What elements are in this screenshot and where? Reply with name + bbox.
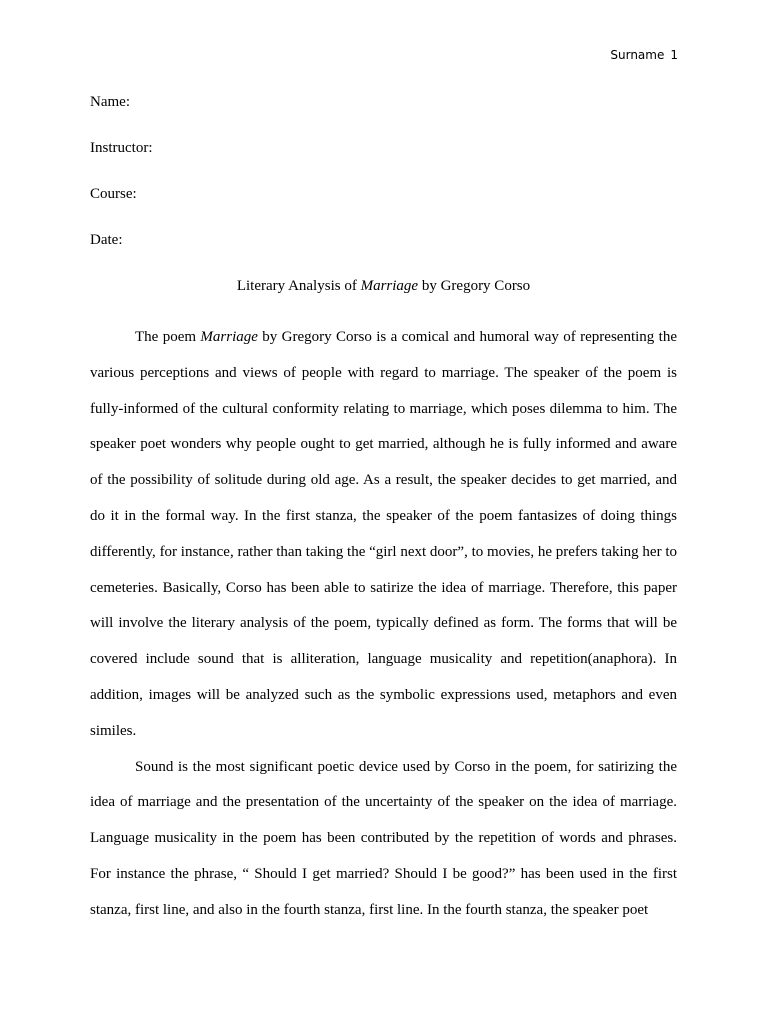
meta-date: Date: xyxy=(90,232,123,248)
title-after: by Gregory Corso xyxy=(418,278,531,294)
paragraph-intro xyxy=(90,320,677,750)
paragraph-intro-before: The poem xyxy=(135,329,201,345)
title-italic: Marriage xyxy=(360,278,419,294)
title-before: Literary Analysis of xyxy=(236,278,361,294)
meta-name: Name: xyxy=(90,94,130,110)
document-title xyxy=(90,274,677,320)
paragraph-intro-after: by Gregory Corso is a comical and humoral way of representing the various perceptions and views of people with regard to marriage. The speaker of the poem is fully-informed of the cultural conformity relating to marriage, which poses dilemma to him. The speaker poet wonders why people ought to get married, although he is fully informed and aware of the possibility of solitude during old age. As a result, the speaker decides to get married, and do it in the formal way. In the first stanza, the speaker of the poem fantasizes of doing things differently, for instance, rather than taking the “girl next door”, to movies, he prefers taking her to cemeteries. Basically, Corso has been able to satirize the idea of marriage. Therefore, this paper will involve the literary analysis of the poem, typically defined as form. The forms that will be covered include sound that is alliteration, language musicality and repetition(anaphora). In addition, images will be analyzed such as the symbolic expressions used, metaphors and even similes. xyxy=(90,329,677,739)
header-surname: Surname xyxy=(610,48,665,62)
page-header xyxy=(610,47,678,63)
meta-course: Course: xyxy=(90,186,137,202)
paragraph-sound: Sound is the most significant poetic device used by Corso in the poem, for satirizing the idea of marriage and the presentation of the uncertainty of the speaker on the idea of marriage. Language musicality in the poem has been contributed by the repetition of words and phrases. For instance the phrase, “ Should I get married? Should I be good?” has been used in the first stanza, first line, and also in the fourth stanza, first line. In the fourth stanza, the speaker poet xyxy=(90,758,677,918)
paragraph-intro-italic: Marriage xyxy=(200,329,258,345)
document-body xyxy=(90,90,677,929)
header-page-number: 1 xyxy=(670,48,678,62)
meta-instructor: Instructor: xyxy=(90,140,153,156)
